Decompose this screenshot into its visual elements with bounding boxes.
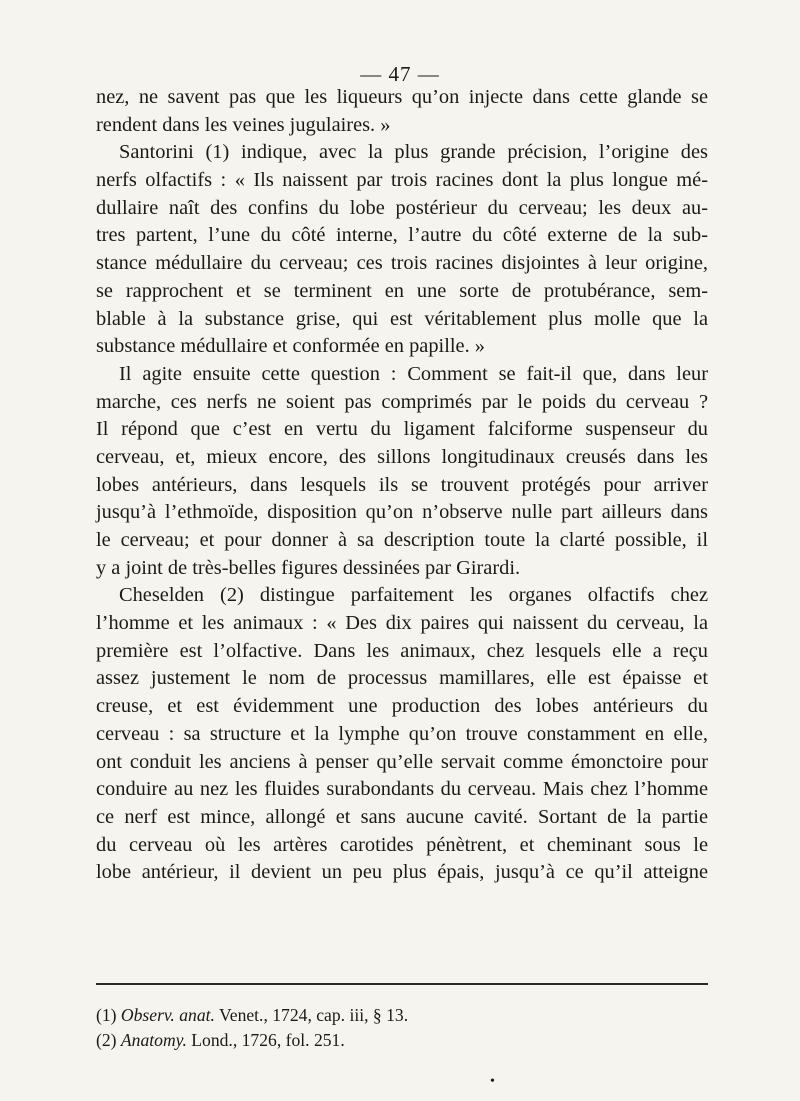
text-line: creuse, et est évidemment une production des lobes antérieurs du [96,695,708,718]
text-line: marche, ces nerfs ne soient pas comprimés par le poids du cerveau ? [96,390,708,413]
bottom-mark: • [490,1074,495,1089]
paragraph-start-line: Il agite ensuite cette question : Comment se fait-il que, dans leur [119,362,708,385]
text-line: conduire au nez les fluides surabondants du cerveau. Mais chez l’homme [96,778,708,801]
text-line: Il répond que c’est en vertu du ligament falciforme suspenseur du [96,418,708,441]
paragraph-start-line: Cheselden (2) distingue parfaitement les organes olfactifs chez [119,584,708,607]
text-line: du cerveau où les artères carotides pénètrent, et cheminant sous le [96,833,708,856]
text-line: y a joint de très-belles figures dessinées par Girardi. [96,556,521,579]
paragraph-start-line: Santorini (1) indique, avec la plus grande précision, l’origine des [119,141,708,164]
text-line: première est l’olfactive. Dans les animaux, chez lesquels elle a reçu [96,639,708,662]
page-number: — 47 — [360,62,440,86]
text-line: tres partent, l’une du côté interne, l’autre du côté externe de la sub- [96,224,708,247]
text-line: rendent dans les veines jugulaires. » [96,113,391,136]
text-line: ont conduit les anciens à penser qu’elle servait comme émonctoire pour [96,750,708,773]
text-line: se rapprochent et se terminent en une sorte de protubérance, sem- [96,279,708,302]
footnote-marker: (2) [96,1030,117,1050]
footnote-divider [96,983,708,985]
text-line: ce nerf est mince, allongé et sans aucune cavité. Sortant de la partie [96,805,708,828]
text-line: nerfs olfactifs : « Ils naissent par trois racines dont la plus longue mé- [96,169,708,192]
text-line: l’homme et les animaux : « Des dix paires qui naissent du cerveau, la [96,612,708,635]
text-line: jusqu’à l’ethmoïde, disposition qu’on n’observe nulle part ailleurs dans [96,501,708,524]
footnote-2 [96,1028,708,1053]
text-line: cerveau, et, mieux encore, des sillons longitudinaux creusés dans les [96,445,708,468]
footnotes [96,1003,708,1053]
text-line: assez justement le nom de processus mamillares, elle est épaisse et [96,667,708,690]
footnote-reference: Lond., 1726, fol. 251. [191,1030,345,1050]
text-line: dullaire naît des confins du lobe postérieur du cerveau; les deux au- [96,196,708,219]
text-line: substance médullaire et conformée en papille. » [96,335,485,358]
text-line: nez, ne savent pas que les liqueurs qu’on injecte dans cette glande se [96,86,708,108]
footnote-title: Anatomy. [120,1030,187,1050]
text-line: lobe antérieur, il devient un peu plus épais, jusqu’à ce qu’il atteigne [96,861,708,884]
footnote-1 [96,1003,708,1028]
text-line: lobes antérieurs, dans lesquels ils se trouvent protégés pour arriver [96,473,708,496]
footnote-marker: (1) [96,1005,117,1025]
footnote-title: Observ. anat. [120,1005,215,1025]
text-line: stance médullaire du cerveau; ces trois racines disjointes à leur origine, [96,252,708,275]
body-text [96,84,708,887]
footnote-reference: Venet., 1724, cap. iii, § 13. [219,1005,409,1025]
text-line: le cerveau; et pour donner à sa description toute la clarté possible, il [96,529,708,551]
text-line: cerveau : sa structure et la lymphe qu’on trouve constamment en elle, [96,722,708,745]
text-line: blable à la substance grise, qui est véritablement plus molle que la [96,307,708,330]
